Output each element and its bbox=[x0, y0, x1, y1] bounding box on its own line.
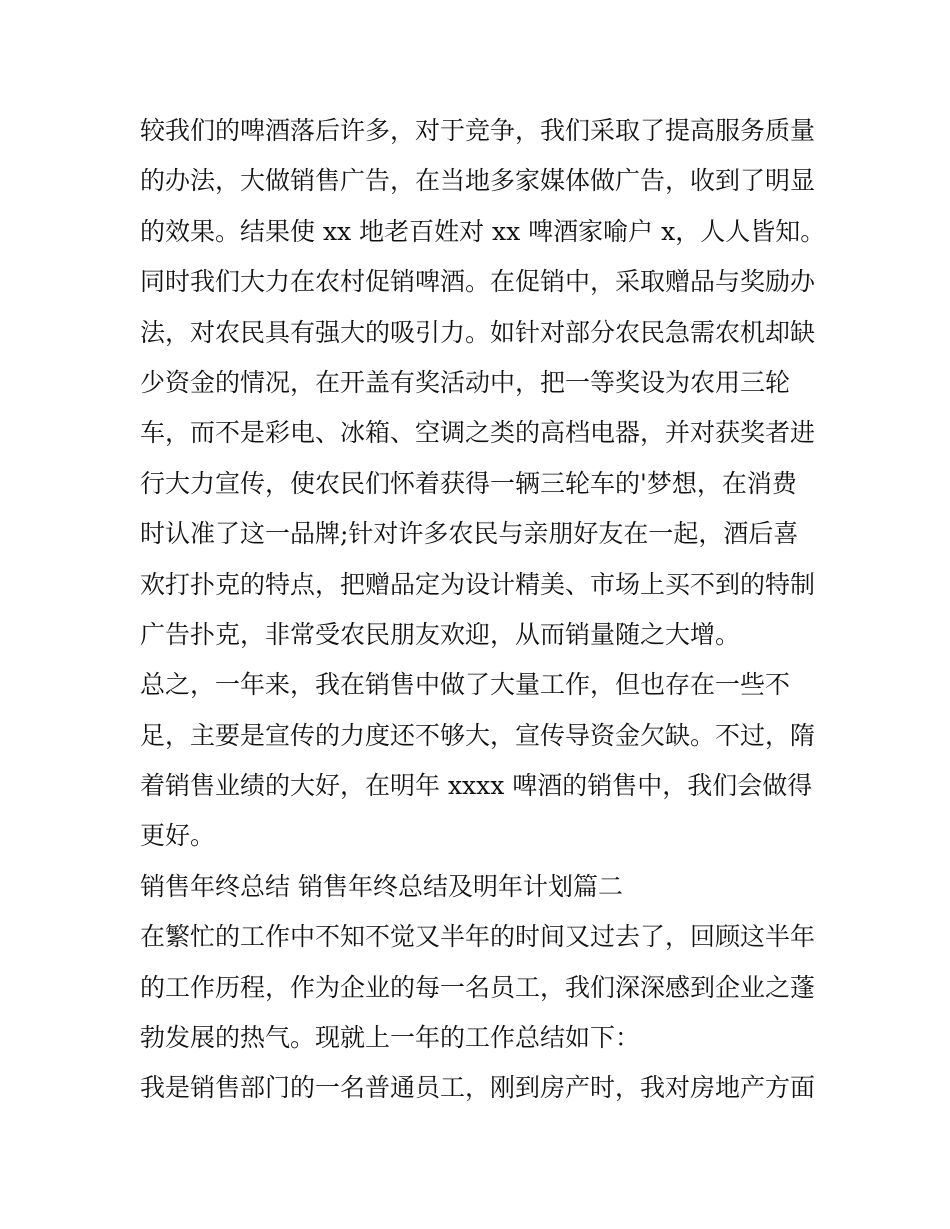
text-line: 广告扑克，非常受农民朋友欢迎，从而销量随之大增。 bbox=[140, 619, 741, 649]
document-body bbox=[140, 106, 830, 1114]
text-line: 时认准了这一品牌;针对许多农民与亲朋好友在一起，酒后喜 bbox=[140, 519, 799, 549]
text-line: 较我们的啤酒落后许多，对于竞争，我们采取了提高服务质量 bbox=[140, 116, 816, 145]
text-line: 同时我们大力在农村促销啤酒。在促销中，采取赠品与奖励办 bbox=[140, 267, 816, 297]
text-line: 的办法，大做销售广告，在当地多家媒体做广告，收到了明显 bbox=[140, 166, 816, 196]
text-line: 更好。 bbox=[140, 821, 216, 851]
text-line: 在繁忙的工作中不知不觉又半年的时间又过去了，回顾这半年 bbox=[140, 922, 816, 952]
text-line: 的工作历程，作为企业的每一名员工，我们深深感到企业之蓬 bbox=[140, 972, 816, 1002]
text-line: 总之，一年来，我在销售中做了大量工作，但也存在一些不 bbox=[140, 670, 791, 700]
text-line: 少资金的情况，在开盖有奖活动中，把一等奖设为农用三轮 bbox=[140, 367, 791, 397]
text-line: 行大力宣传，使农民们怀着获得一辆三轮车的'梦想，在消费 bbox=[140, 468, 797, 498]
text-line: 着销售业绩的大好，在明年 xxxx 啤酒的销售中，我们会做得 bbox=[140, 771, 813, 801]
text-line: 我是销售部门的一名普通员工，刚到房产时，我对房地产方面 bbox=[140, 1073, 816, 1103]
text-line: 欢打扑克的特点，把赠品定为设计精美、市场上买不到的特制 bbox=[140, 569, 816, 599]
text-line: 车，而不是彩电、冰箱、空调之类的高档电器，并对获奖者进 bbox=[140, 418, 816, 448]
text-line: 勃发展的热气。现就上一年的工作总结如下： bbox=[140, 1023, 641, 1053]
text-line: 的效果。结果使 xx 地老百姓对 xx 啤酒家喻户 x，人人皆知。 bbox=[140, 216, 826, 246]
section-heading: 销售年终总结 销售年终总结及明年计划篇二 bbox=[140, 871, 623, 901]
text-line: 足，主要是宣传的力度还不够大，宣传导资金欠缺。不过，隋 bbox=[140, 720, 816, 750]
text-line: 法，对农民具有强大的吸引力。如针对部分农民急需农机却缺 bbox=[140, 317, 816, 347]
